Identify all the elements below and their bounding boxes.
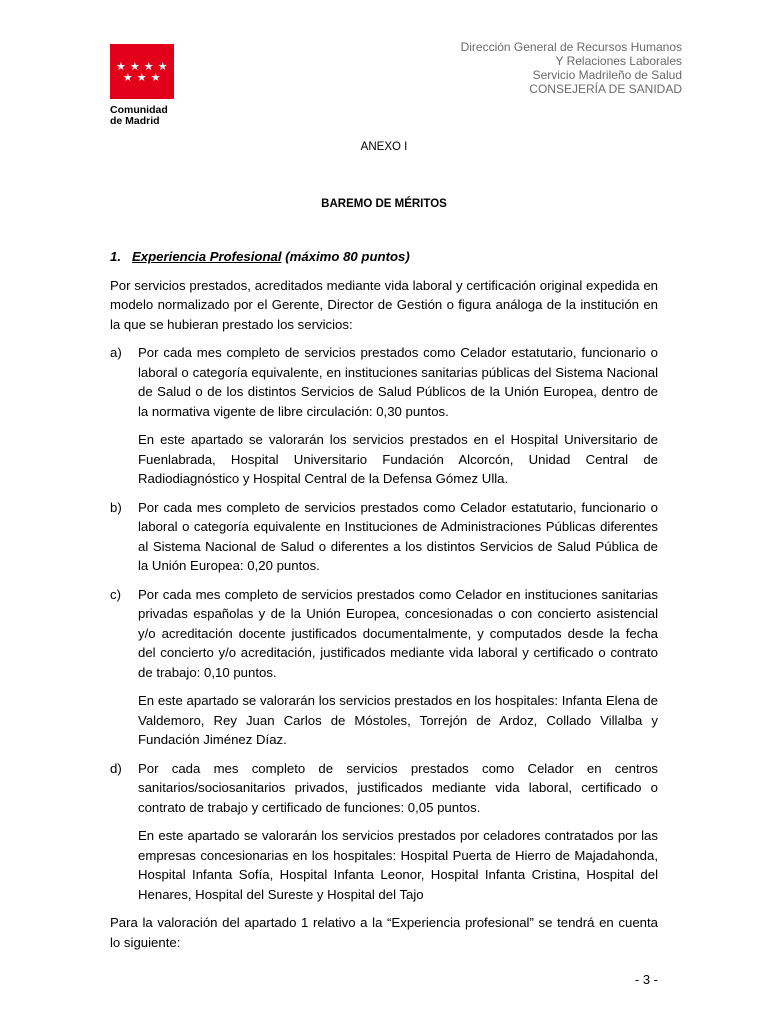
- item-text: Por cada mes completo de servicios prestados como Celador en centros sanitarios/sociosanitarios privados, justificados mediante vida laboral, certificado o contrato de trabajo y certificado de funciones: 0,05 puntos.: [138, 760, 658, 815]
- item-c-note: En este apartado se valorarán los servicios prestados en los hospitales: Infanta Elena de Valdemoro, Rey Juan Carlos de Móstoles, Torrejón de Ardoz, Collado Villalba y Fundación Jiménez Díaz.: [138, 693, 658, 747]
- document-body: [110, 138, 658, 952]
- item-letter: d): [110, 760, 122, 776]
- page-number: - 3 -: [634, 972, 658, 987]
- document-title: BAREMO DE MÉRITOS: [321, 197, 447, 210]
- item-letter: a): [110, 345, 122, 360]
- intro-paragraph: Por servicios prestados, acreditados mediante vida laboral y certificación original expedida en modelo normalizado por el Gerente, Director de Gestión o figura análoga de la institución en la que se hubieran prestado los servicios:: [110, 277, 658, 332]
- item-d-note: En este apartado se valorarán los servicios prestados por celadores contratados por las empresas concesionarias en los hospitales: Hospital Puerta de Hierro de Majadahonda, Hospital Infanta Sofía, Hospital Infanta Leonor, Hospital Infanta Cristina, Hospital del Henares, Hospital del Sureste y Hospital del Tajo: [138, 828, 658, 902]
- item-text: Por cada mes completo de servicios prestados como Celador estatutario, funcionario o laboral o categoría equivalente, en instituciones sanitarias públicas del Sistema Nacional de Salud o de los distintos Servicios de Salud Públicos de la Unión Europea, dentro de la normativa vigente de libre circulación: 0,30 puntos.: [138, 345, 658, 419]
- item-a-note: En este apartado se valorarán los servicios prestados en el Hospital Universitario de Fuenlabrada, Hospital Universitario Fundación Alcorcón, Unidad Central de Radiodiagnóstico y Hospital Central de la Defensa Gómez Ulla.: [138, 432, 658, 486]
- comunidad-de-madrid-logo: [110, 44, 176, 127]
- flag-stars-top: ★ ★ ★ ★: [115, 61, 169, 73]
- logo-line-1: Comunidad: [110, 104, 168, 116]
- section-number: 1.: [110, 249, 121, 264]
- logo-line-2: de Madrid: [110, 115, 160, 127]
- annex-label: ANEXO I: [360, 141, 408, 153]
- header-line-3: Servicio Madrileño de Salud: [532, 68, 682, 82]
- madrid-flag-icon: [110, 44, 174, 99]
- header-line-1: Dirección General de Recursos Humanos: [460, 40, 682, 54]
- section-heading-suffix: (máximo 80 puntos): [281, 249, 410, 264]
- header-line-2: Y Relaciones Laborales: [555, 54, 682, 68]
- item-letter: b): [110, 499, 122, 515]
- header-line-4: CONSEJERÍA DE SANIDAD: [529, 82, 682, 96]
- item-letter: c): [110, 586, 121, 602]
- list-item-b: [110, 498, 658, 576]
- department-header: [461, 40, 682, 96]
- section-heading: [110, 247, 658, 267]
- closing-paragraph: Para la valoración del apartado 1 relativo a la “Experiencia profesional” se tendrá en cuenta lo siguiente:: [110, 915, 658, 950]
- item-text: Por cada mes completo de servicios prestados como Celador en instituciones sanitarias privadas españolas y de la Unión Europea, concesionadas o con concierto asistencial y/o acreditación docente justificados documentalmente, y computados desde la fecha del concierto y/o acreditación, justificados mediante vida laboral y certificado o contrato de trabajo: 0,10 puntos.: [138, 586, 658, 680]
- item-text: Por cada mes completo de servicios prestados como Celador estatutario, funcionario o laboral o categoría equivalente en Instituciones de Administraciones Públicas diferentes al Sistema Nacional de Salud o diferentes a los distintos Servicios de Salud Pública de la Unión Europea: 0,20 puntos.: [138, 499, 658, 573]
- list-item-a: [110, 343, 658, 421]
- flag-stars-bottom: ★ ★ ★: [122, 72, 162, 84]
- list-item-d: [110, 759, 658, 818]
- section-heading-title: Experiencia Profesional: [132, 249, 282, 264]
- list-item-c: [110, 585, 658, 683]
- logo-text: [110, 105, 176, 127]
